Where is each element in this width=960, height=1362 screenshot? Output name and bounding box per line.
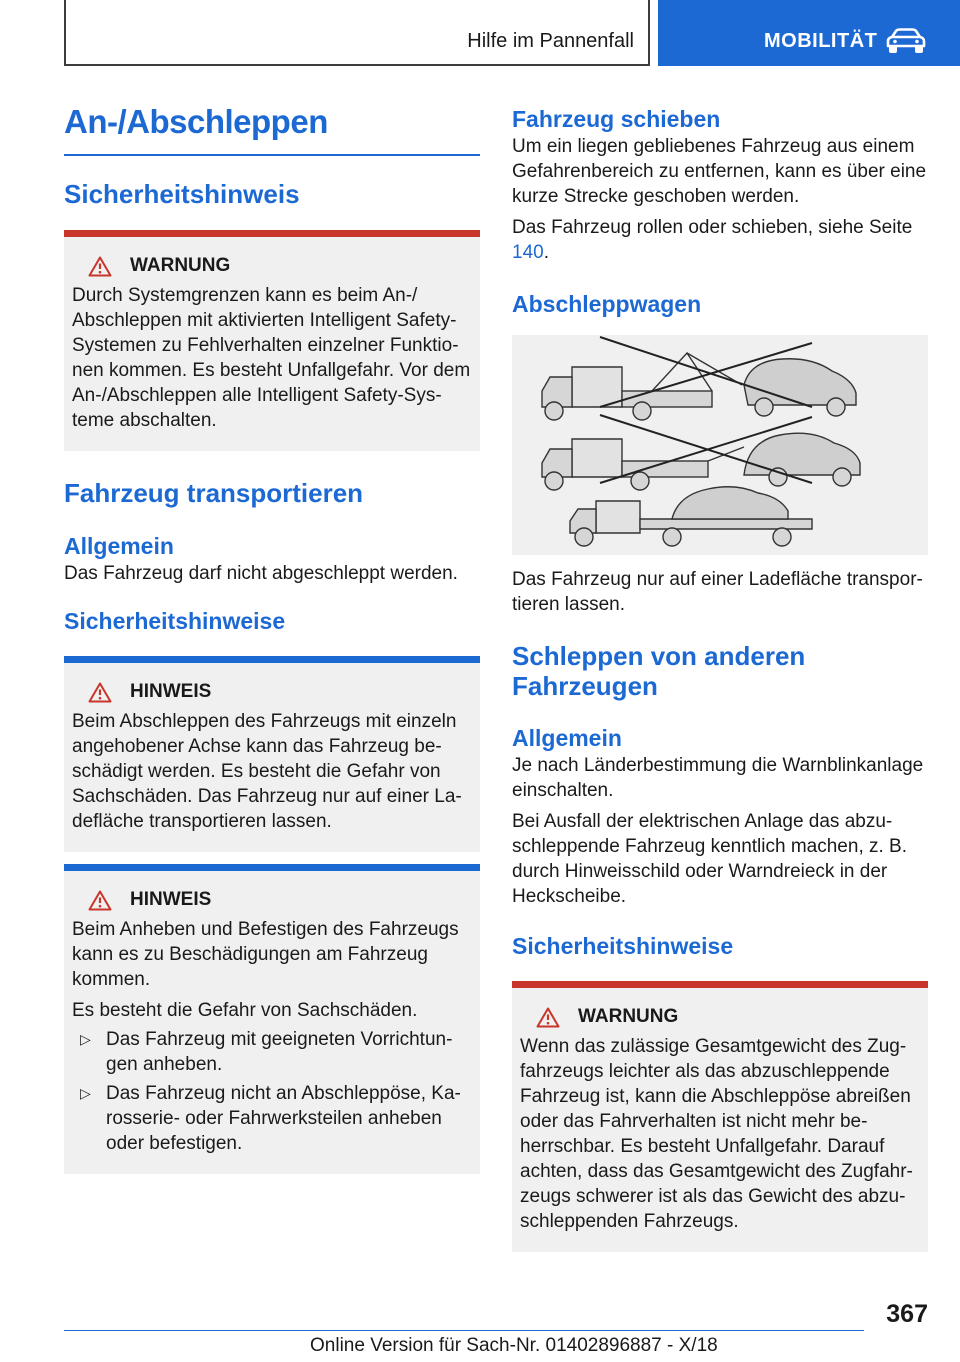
title-rule bbox=[64, 154, 480, 156]
triangle-bullet-icon: ▷ bbox=[80, 1085, 91, 1101]
warning-box-systems bbox=[64, 230, 480, 451]
heading-safety-notes: Sicherheitshinweise bbox=[512, 933, 734, 959]
heading-safety-note: Sicherheitshinweis bbox=[64, 179, 300, 209]
heading-tow-truck: Abschleppwagen bbox=[512, 291, 702, 317]
note-text: Beim Abschleppen des Fahrzeugs mit einzeln angehobener Achse kann das Fahrzeug be-schädigt werden. Es besteht die Gefahr von Sachschäden. Das Fahrzeug nur auf einer La-defläche transportieren lassen. bbox=[72, 711, 462, 832]
header-section-title: Hilfe im Pannenfall bbox=[467, 30, 634, 52]
note-box-lifting bbox=[64, 864, 480, 1174]
header-section-box bbox=[64, 0, 650, 66]
footer-online-version: Online Version für Sach-Nr. 01402896887 - X/18 bbox=[310, 1335, 718, 1356]
triangle-bullet-icon: ▷ bbox=[80, 1031, 91, 1047]
list-item-text: Das Fahrzeug nicht an Abschleppöse, Ka-rosserie- oder Fahrwerksteilen anheben oder befestigen. bbox=[106, 1083, 461, 1154]
tow-truck-illustration bbox=[512, 335, 928, 555]
warning-label: WARNUNG bbox=[130, 255, 231, 276]
push-text: Um ein liegen gebliebenes Fahrzeug aus einem Gefahrenbereich zu entfernen, kann es über eine kurze Strecke geschoben werden. bbox=[512, 136, 927, 207]
note-text: Es besteht die Gefahr von Sachschäden. bbox=[72, 1000, 418, 1021]
left-column bbox=[64, 100, 480, 1174]
note-title bbox=[72, 679, 472, 705]
warning-text: Wenn das zulässige Gesamtgewicht des Zug-fahrzeugs leichter als das abzuschleppende Fahrzeug ist, kann die Abschleppöse abreißen oder das Fahrverhalten ist nicht mehr be-herrschbar. Es besteht Unfallgefahr. Darauf achten, dass das Gesamtgewicht des Zugfahr-zeugs schwerer ist als das Gewicht des abzu-schleppenden Fahrzeugs. bbox=[520, 1036, 913, 1232]
heading-towing-others: Schleppen von anderen Fahrzeugen bbox=[512, 641, 806, 701]
heading-safety-notes: Sicherheitshinweise bbox=[64, 608, 286, 634]
push-reference bbox=[512, 215, 928, 265]
warning-title bbox=[72, 253, 472, 279]
warning-triangle-icon bbox=[88, 682, 112, 703]
page-link[interactable]: 140 bbox=[512, 242, 544, 263]
footer-rule bbox=[64, 1330, 864, 1331]
note-text: Beim Anheben und Befestigen des Fahrzeugs kann es zu Beschädigungen am Fahrzeug kommen. bbox=[72, 919, 459, 990]
list-item bbox=[72, 1081, 472, 1156]
list-item bbox=[72, 1027, 472, 1077]
warning-text: Durch Systemgrenzen kann es beim An-/ Abschleppen mit aktivierten Intelligent Safety-Systemen zu Fehlverhalten einzelner Funktio-nen kommen. Es besteht Unfallgefahr. Vor dem An-/Abschleppen alle Intelligent Safety-Sys-teme abschalten. bbox=[72, 285, 471, 431]
page-number: 367 bbox=[886, 1300, 928, 1328]
heading-push: Fahrzeug schieben bbox=[512, 106, 721, 132]
warning-triangle-icon bbox=[88, 256, 112, 277]
tow-caption: Das Fahrzeug nur auf einer Ladefläche transpor-tieren lassen. bbox=[512, 569, 923, 615]
car-icon bbox=[884, 28, 928, 56]
note-box-axle bbox=[64, 656, 480, 852]
warning-label: WARNUNG bbox=[578, 1006, 679, 1027]
heading-general: Allgemein bbox=[64, 533, 174, 559]
warning-triangle-icon bbox=[88, 890, 112, 911]
push-ref-end: . bbox=[543, 242, 549, 263]
general-text: Das Fahrzeug darf nicht abgeschleppt werden. bbox=[64, 563, 458, 584]
heading-transport: Fahrzeug transportieren bbox=[64, 478, 364, 508]
header-chapter-label: MOBILITÄT bbox=[764, 30, 878, 52]
general-text: Bei Ausfall der elektrischen Anlage das abzu-schleppende Fahrzeug kenntlich machen, z. B. durch Hinweisschild oder Warndreieck in der Heckscheibe. bbox=[512, 811, 908, 907]
header-chapter-tab[interactable] bbox=[658, 0, 960, 66]
warning-triangle-icon bbox=[536, 1007, 560, 1028]
tow-truck-drawing bbox=[512, 335, 928, 555]
heading-general: Allgemein bbox=[512, 725, 622, 751]
list-item-text: Das Fahrzeug mit geeigneten Vorrichtun-gen anheben. bbox=[106, 1029, 453, 1075]
push-ref-text: Das Fahrzeug rollen oder schieben, siehe Seite bbox=[512, 217, 913, 238]
page-title: An-/Abschleppen bbox=[64, 103, 328, 140]
general-text: Je nach Länderbestimmung die Warnblinkanlage einschalten. bbox=[512, 755, 924, 801]
warning-box-weight bbox=[512, 981, 928, 1252]
note-title bbox=[72, 887, 472, 913]
right-column bbox=[512, 100, 928, 1252]
warning-title bbox=[520, 1004, 920, 1030]
note-label: HINWEIS bbox=[130, 681, 212, 702]
note-label: HINWEIS bbox=[130, 889, 212, 910]
